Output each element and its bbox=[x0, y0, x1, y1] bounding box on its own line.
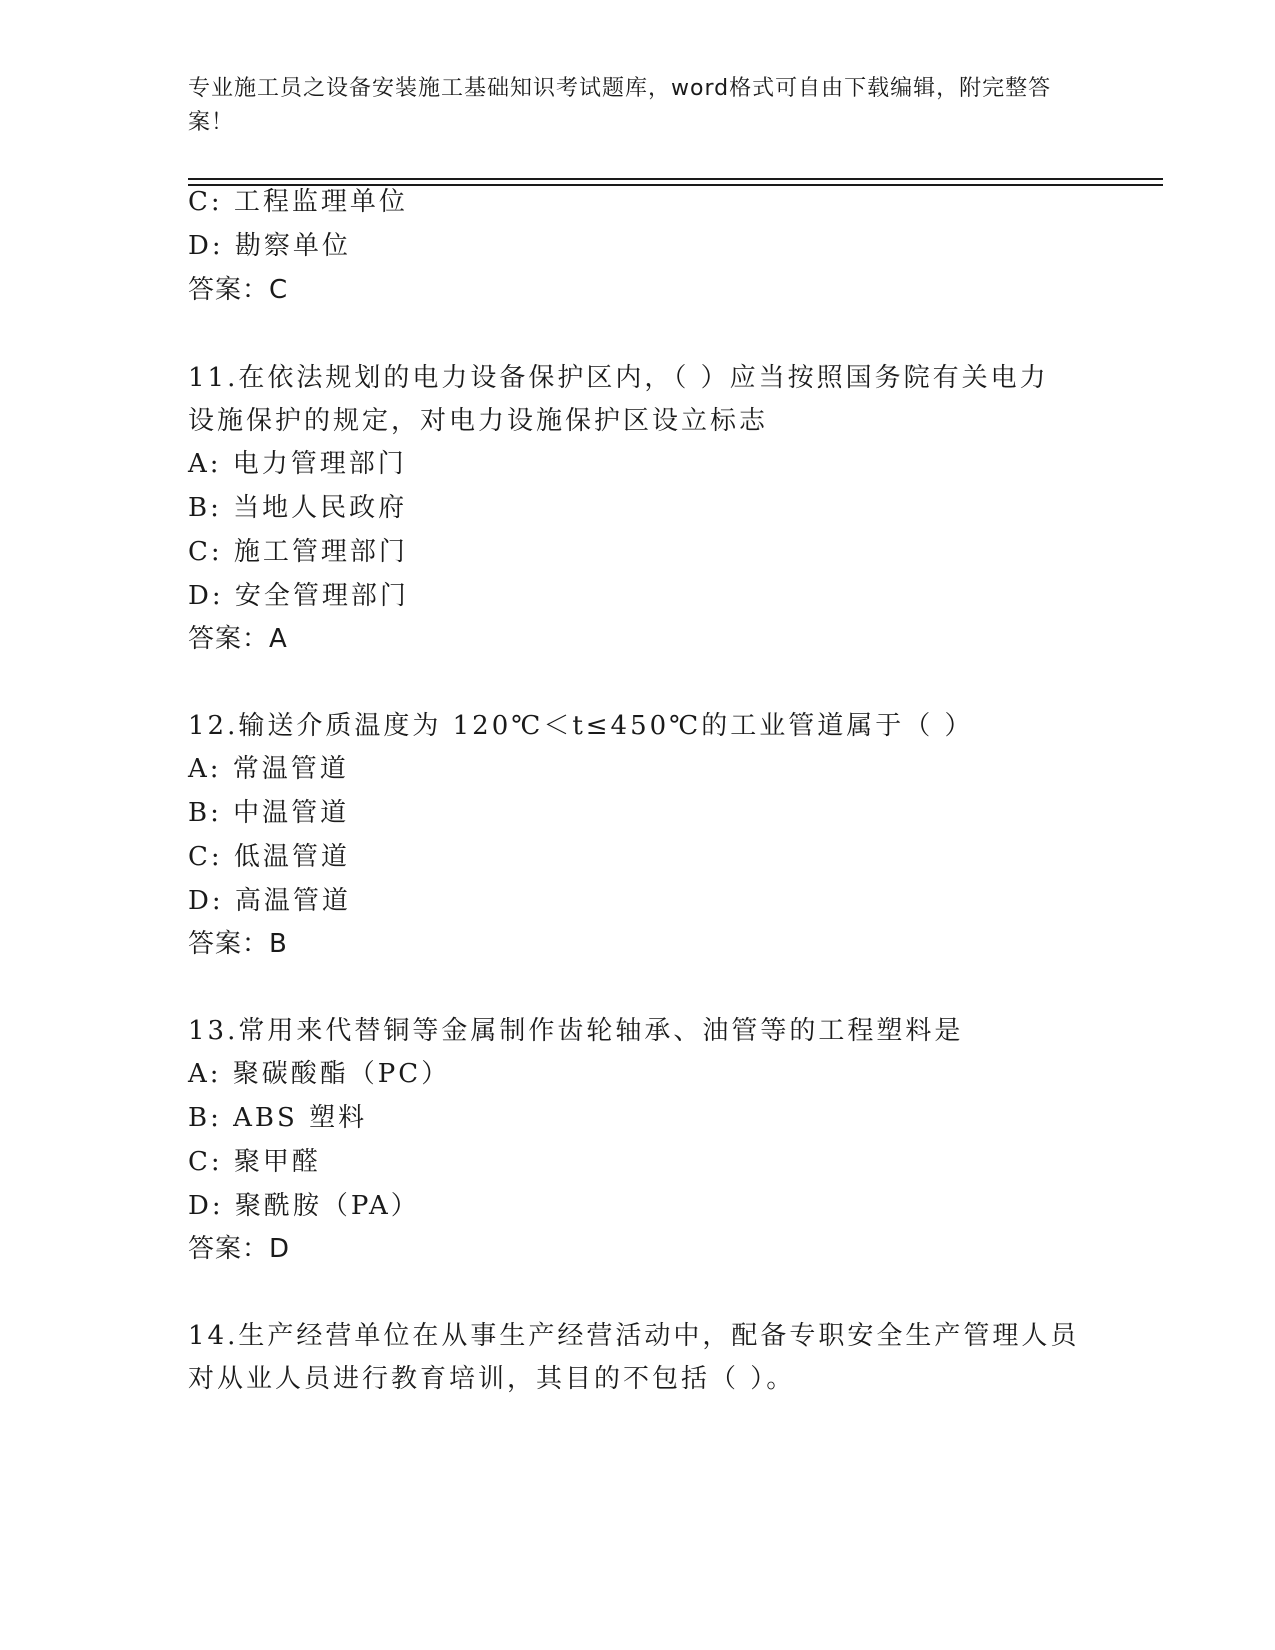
q13-option-a: A: 聚碳酸酯（PC） bbox=[188, 1059, 451, 1089]
q11-option-d: D: 安全管理部门 bbox=[188, 581, 409, 611]
q11-option-b: B: 当地人民政府 bbox=[188, 493, 408, 523]
q14-text-line2: 对从业人员进行教育培训，其目的不包括（ ）。 bbox=[188, 1364, 796, 1394]
q14-text-line1: 14.生产经营单位在从事生产经营活动中，配备专职安全生产管理人员 bbox=[188, 1321, 1080, 1351]
q13-text-line1: 13.常用来代替铜等金属制作齿轮轴承、油管等的工程塑料是 bbox=[188, 1016, 964, 1046]
q13-option-d: D: 聚酰胺（PA） bbox=[188, 1191, 420, 1221]
q11-text-line1: 11.在依法规划的电力设备保护区内，（ ）应当按照国务院有关电力 bbox=[188, 363, 1049, 393]
document-header-description: 专业施工员之设备安装施工基础知识考试题库，word格式可自由下载编辑，附完整答案！ bbox=[188, 76, 1052, 135]
q11-option-c: C: 施工管理部门 bbox=[188, 537, 408, 567]
prev-option-c: C: 工程监理单位 bbox=[188, 187, 408, 217]
q12-option-d: D: 高温管道 bbox=[188, 886, 351, 916]
q13-answer: 答案：D bbox=[188, 1234, 291, 1264]
q12-option-c: C: 低温管道 bbox=[188, 842, 350, 872]
q12-option-a: A: 常温管道 bbox=[188, 754, 349, 784]
q12-answer: 答案：B bbox=[188, 929, 288, 959]
q12-option-b: B: 中温管道 bbox=[188, 798, 350, 828]
prev-answer: 答案：C bbox=[188, 275, 289, 305]
q13-option-b: B: ABS 塑料 bbox=[188, 1103, 368, 1133]
q11-option-a: A: 电力管理部门 bbox=[188, 449, 407, 479]
q11-answer: 答案：A bbox=[188, 624, 288, 654]
header-divider-top bbox=[188, 178, 1163, 180]
prev-option-d: D: 勘察单位 bbox=[188, 231, 351, 261]
q12-text-line1: 12.输送介质温度为 120℃＜t≤450℃的工业管道属于（ ） bbox=[188, 711, 974, 741]
q13-option-c: C: 聚甲醛 bbox=[188, 1147, 321, 1177]
q11-text-line2: 设施保护的规定，对电力设施保护区设立标志 bbox=[188, 406, 769, 436]
